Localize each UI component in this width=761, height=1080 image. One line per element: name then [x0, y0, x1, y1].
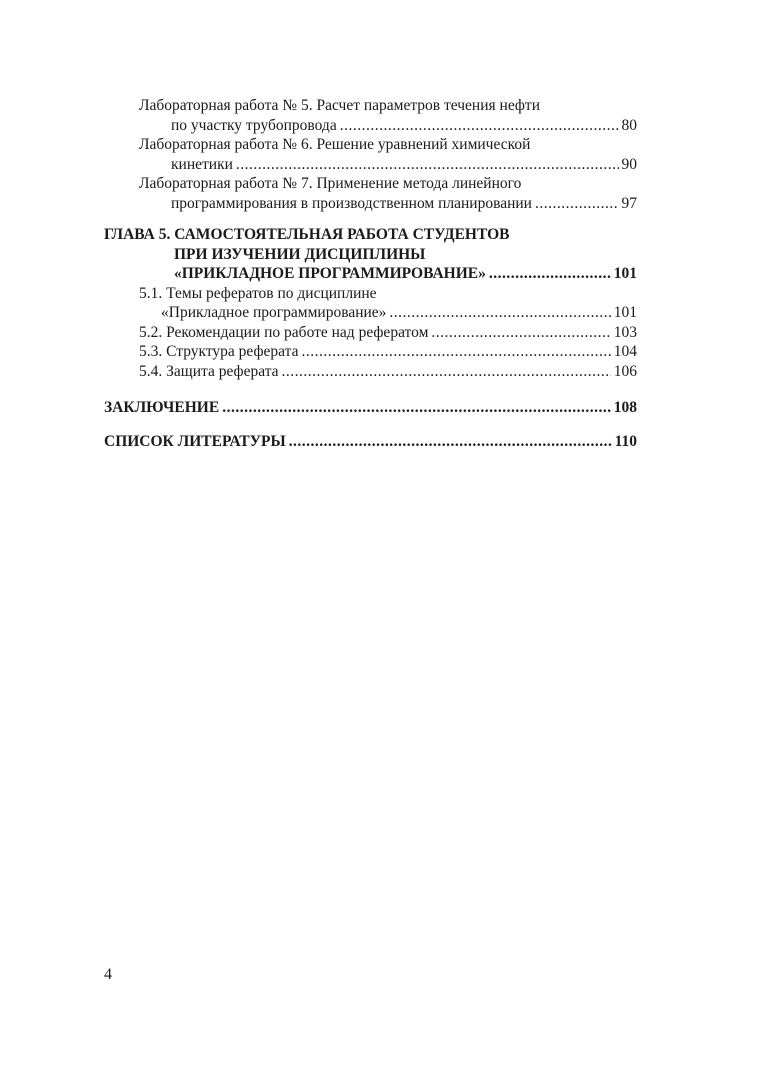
toc-chapter-title: СПИСОК ЛИТЕРАТУРЫ	[104, 432, 286, 450]
toc-entry-title: 5.1. Темы рефератов по дисциплине	[139, 284, 377, 302]
dot-leader	[301, 342, 610, 362]
toc-entry-lab6	[104, 135, 637, 174]
toc-entry-title-cont: кинетики	[171, 155, 233, 173]
toc-entry-title: Лабораторная работа № 5. Расчет параметров течения нефти	[139, 97, 541, 114]
toc-page-number: 90	[621, 155, 637, 173]
toc-entry-title: Лабораторная работа № 7. Применение метода линейного	[139, 175, 522, 192]
toc-entry-title: 5.2. Рекомендации по работе над рефератом	[139, 323, 429, 341]
dot-leader	[282, 362, 611, 382]
toc-entry-title-cont: «Прикладное программирование»	[161, 304, 387, 321]
toc-entry-title: 5.4. Защита реферата	[139, 362, 279, 380]
toc-page-number: 108	[613, 399, 637, 416]
toc-entry-5-3	[104, 342, 637, 362]
dot-leader	[431, 323, 610, 343]
toc-entry-conclusion	[104, 398, 637, 418]
toc-entry-title: 5.3. Структура реферата	[139, 343, 299, 360]
toc-page-number: 101	[613, 304, 637, 321]
dot-leader	[535, 194, 619, 214]
toc-chapter-title: ЗАКЛЮЧЕНИЕ	[104, 399, 220, 416]
toc-entry-title-cont: по участку трубопровода	[171, 116, 337, 134]
dot-leader	[222, 398, 611, 418]
dot-leader	[289, 432, 612, 452]
toc-page-number: 103	[613, 323, 637, 341]
dot-leader	[340, 116, 619, 136]
toc-entry-references	[104, 432, 637, 452]
toc-page-number: 104	[613, 343, 637, 360]
toc-entry-lab5	[104, 96, 637, 135]
toc-chapter-title: ГЛАВА 5. САМОСТОЯТЕЛЬНАЯ РАБОТА СТУДЕНТОВ	[104, 226, 510, 243]
toc-page-number: 97	[621, 194, 637, 212]
toc-entry-5-2	[104, 323, 637, 343]
toc-entry-5-1	[104, 284, 637, 323]
toc-entry-chapter5	[104, 225, 637, 284]
toc-entry-title-cont: программирования в производственном планировании	[171, 194, 532, 212]
table-of-contents	[104, 96, 637, 451]
toc-chapter-title-cont: ПРИ ИЗУЧЕНИИ ДИСЦИПЛИНЫ	[174, 245, 426, 263]
dot-leader	[389, 303, 610, 323]
dot-leader	[236, 155, 619, 175]
dot-leader	[489, 264, 611, 284]
toc-entry-title: Лабораторная работа № 6. Решение уравнений химической	[139, 136, 531, 153]
toc-entry-5-4	[104, 362, 637, 382]
toc-entry-lab7	[104, 174, 637, 213]
toc-page-number: 80	[621, 116, 637, 134]
toc-page-number: 101	[613, 265, 637, 282]
toc-chapter-title-cont: «ПРИКЛАДНОЕ ПРОГРАММИРОВАНИЕ»	[174, 265, 486, 282]
toc-page-number: 106	[613, 362, 637, 380]
toc-page-number: 110	[614, 432, 637, 450]
page-number: 4	[104, 966, 112, 983]
